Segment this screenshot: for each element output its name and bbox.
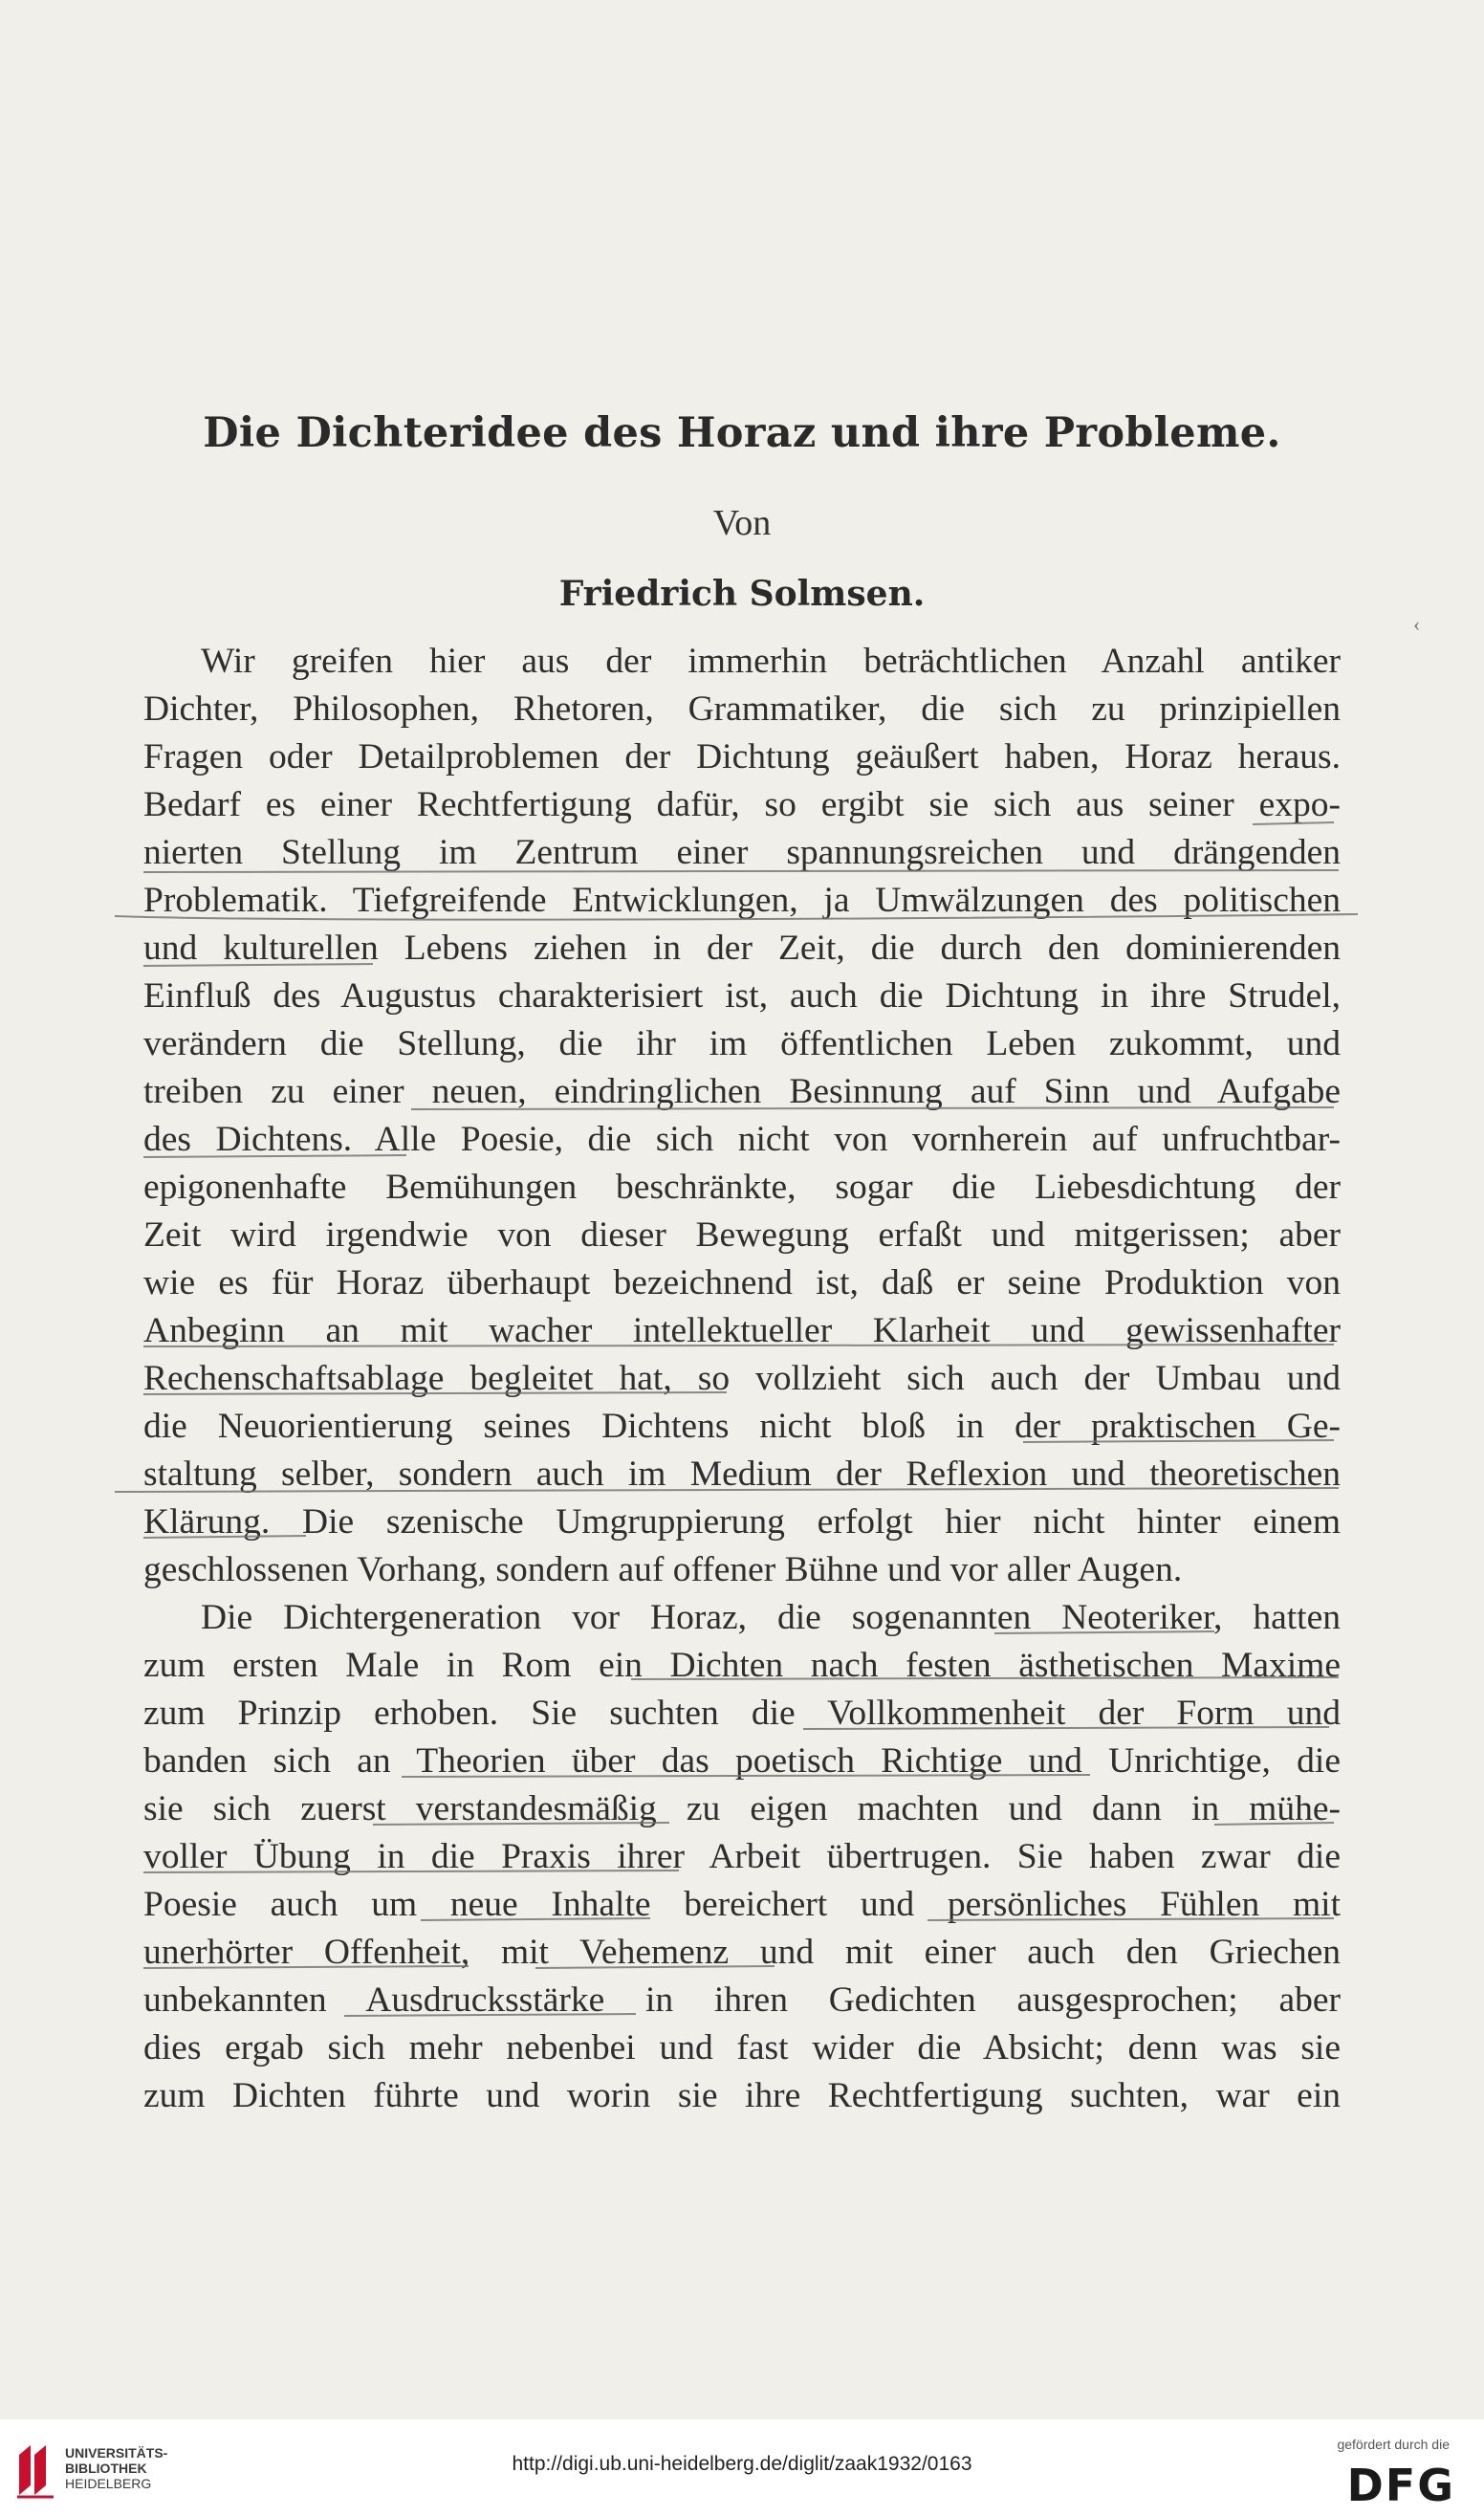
library-name-line: UNIVERSITÄTS-: [65, 2445, 168, 2461]
text-line: geschlossenen Vorhang, sondern auf offener Bühne und vor aller Augen.: [143, 1550, 1183, 1589]
text-line: unerhörter Offenheit, mit Vehemenz und mit einer auch den Griechen: [143, 1933, 1341, 1972]
funding-note: gefördert durch die: [1337, 2437, 1450, 2452]
text-line: zum ersten Male in Rom ein Dichten nach festen ästhetischen Maxime: [143, 1646, 1341, 1685]
text-line: staltung selber, sondern auch im Medium der Reflexion und theoretischen: [143, 1455, 1341, 1494]
author-name: Friedrich Solmsen.: [558, 574, 926, 614]
text-line: des Dichtens. Alle Poesie, die sich nicht von vornherein auf unfruchtbar-: [143, 1120, 1341, 1159]
text-line: und kulturellen Lebens ziehen in der Zeit, die durch den dominierenden: [143, 929, 1341, 968]
text-line: dies ergab sich mehr nebenbei und fast wider die Absicht; denn was sie: [143, 2028, 1341, 2067]
text-line: Klärung. Die szenische Umgruppierung erfolgt hier nicht hinter einem: [143, 1502, 1341, 1542]
source-url-link[interactable]: http://digi.ub.uni-heidelberg.de/diglit/zaak1932/0163: [512, 2453, 972, 2475]
text-line: treiben zu einer neuen, eindringlichen Besinnung auf Sinn und Aufgabe: [143, 1072, 1341, 1111]
text-line: zum Prinzip erhoben. Sie suchten die Vollkommenheit der Form und: [143, 1694, 1341, 1733]
text-line: voller Übung in die Praxis ihrer Arbeit übertrugen. Sie haben zwar die: [143, 1837, 1341, 1876]
text-line: Anbeginn an mit wacher intellektueller Klarheit und gewissenhafter: [143, 1311, 1341, 1350]
text-line: Bedarf es einer Rechtfertigung dafür, so ergibt sie sich aus seiner expo-: [143, 785, 1341, 824]
text-line: Poesie auch um neue Inhalte bereichert und persönliches Fühlen mit: [143, 1885, 1341, 1924]
text-line: sie sich zuerst verstandesmäßig zu eigen machten und dann in mühe-: [143, 1789, 1341, 1828]
text-line: Wir greifen hier aus der immerhin beträchtlichen Anzahl antiker: [201, 642, 1341, 681]
byline-von: Von: [712, 503, 772, 543]
dfg-logo: DFG: [1346, 2460, 1455, 2511]
text-line: Dichter, Philosophen, Rhetoren, Grammatiker, die sich zu prinzipiellen: [143, 689, 1341, 729]
text-line: epigonenhafte Bemühungen beschränkte, sogar die Liebesdichtung der: [143, 1168, 1341, 1207]
text-line: Rechenschaftsablage begleitet hat, so vollzieht sich auch der Umbau und: [143, 1359, 1341, 1398]
text-line: zum Dichten führte und worin sie ihre Rechtfertigung suchten, war ein: [143, 2076, 1341, 2115]
text-line: Zeit wird irgendwie von dieser Bewegung erfaßt und mitgerissen; aber: [143, 1215, 1341, 1255]
text-line: wie es für Horaz überhaupt bezeichnend ist, daß er seine Produktion von: [143, 1263, 1341, 1302]
text-line: die Neuorientierung seines Dichtens nicht bloß in der praktischen Ge-: [143, 1407, 1341, 1446]
text-line: Einfluß des Augustus charakterisiert ist, auch die Dichtung in ihre Strudel,: [143, 976, 1341, 1016]
library-name-line: HEIDELBERG: [65, 2476, 152, 2491]
text-line: Die Dichtergeneration vor Horaz, die sogenannten Neoteriker, hatten: [201, 1598, 1341, 1637]
text-line: banden sich an Theorien über das poetisch Richtige und Unrichtige, die: [143, 1741, 1341, 1781]
text-line: nierten Stellung im Zentrum einer spannungsreichen und drängenden: [143, 833, 1341, 872]
text-line: verändern die Stellung, die ihr im öffentlichen Leben zukommt, und: [143, 1024, 1341, 1063]
margin-mark: ‹: [1413, 612, 1421, 636]
text-line: unbekannten Ausdrucksstärke in ihren Gedichten ausgesprochen; aber: [143, 1980, 1341, 2020]
text-line: Problematik. Tiefgreifende Entwicklungen, ja Umwälzungen des politischen: [143, 881, 1341, 920]
article-title: Die Dichteridee des Horaz und ihre Probleme.: [203, 409, 1281, 457]
text-line: Fragen oder Detailproblemen der Dichtung geäußert haben, Horaz heraus.: [143, 737, 1341, 777]
library-name-line: BIBLIOTHEK: [65, 2461, 147, 2476]
